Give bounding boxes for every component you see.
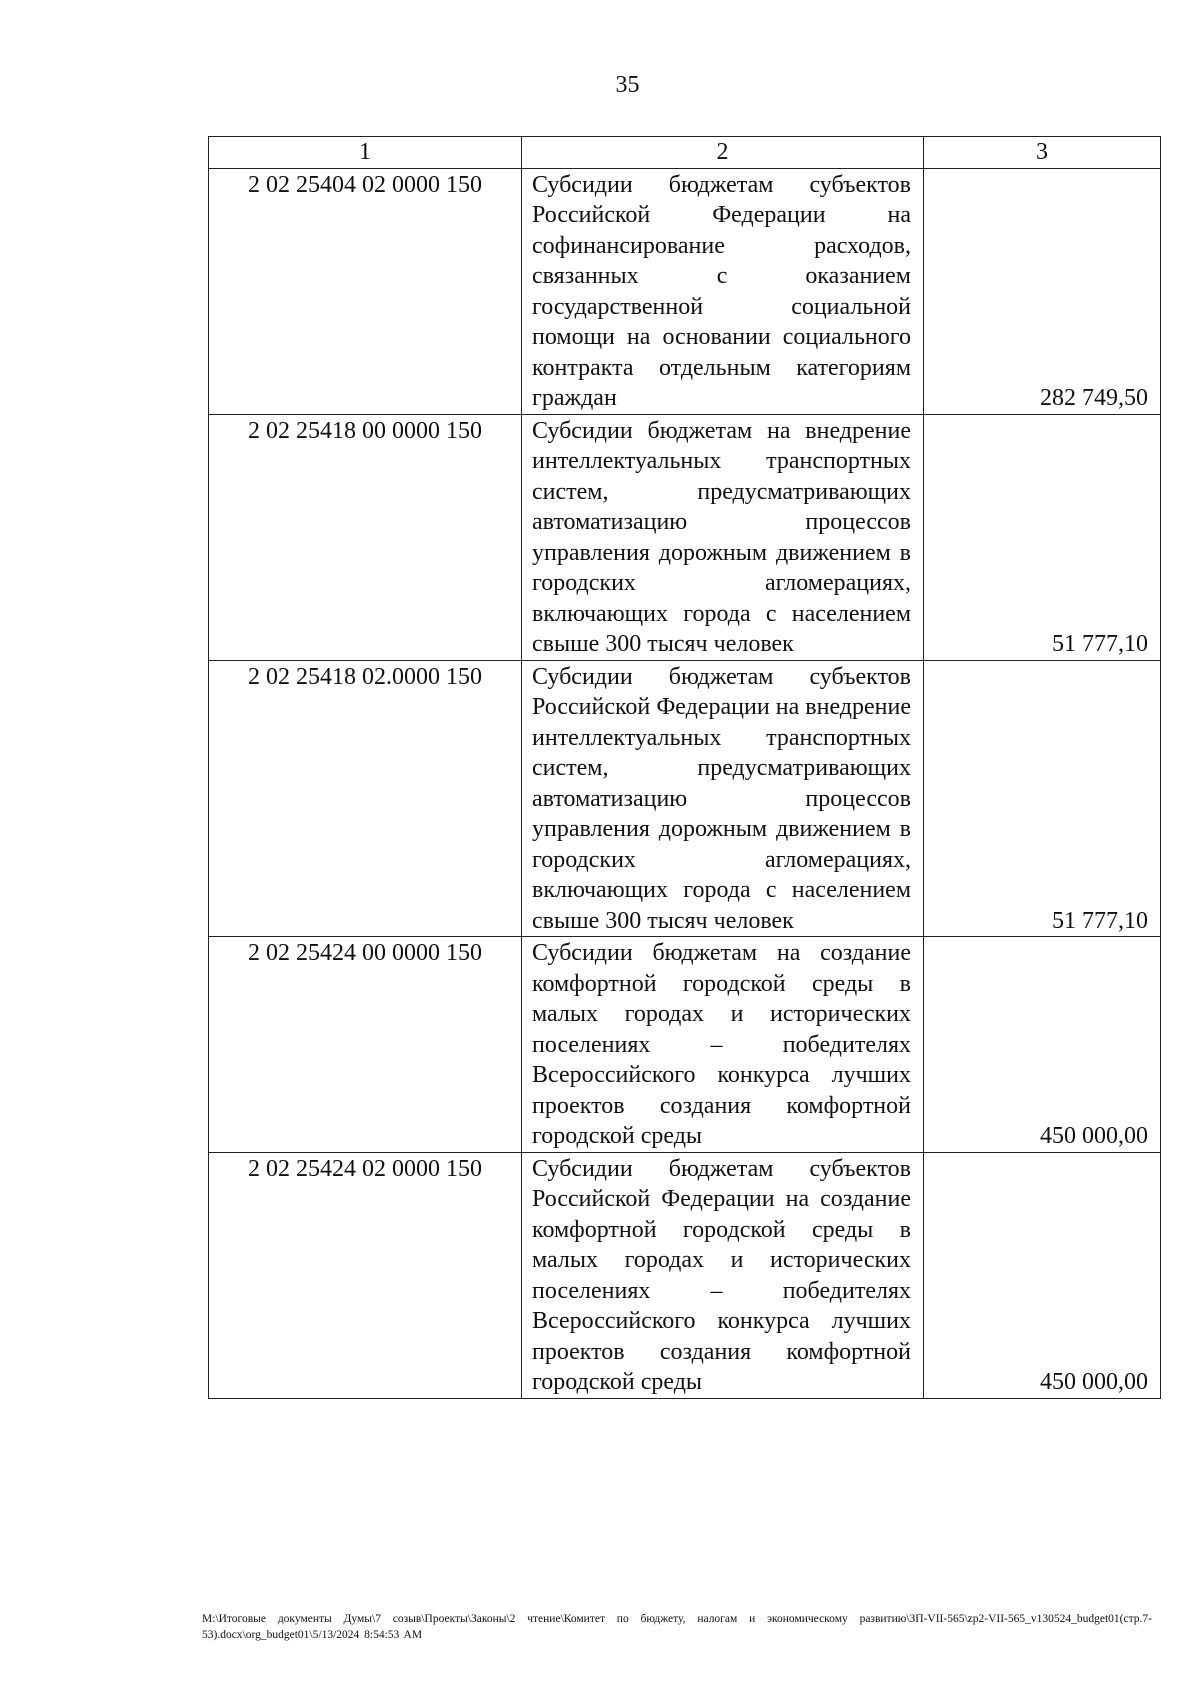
- row-code: 2 02 25424 02 0000 150: [209, 1152, 522, 1398]
- row-amount: 51 777,10: [924, 660, 1161, 937]
- budget-table: [208, 136, 1161, 1399]
- row-code: 2 02 25418 00 0000 150: [209, 414, 522, 660]
- table-row: [209, 1152, 1161, 1398]
- page-number: 35: [615, 72, 640, 98]
- column-header-amount: 3: [924, 137, 1161, 169]
- row-amount: 450 000,00: [924, 1152, 1161, 1398]
- table-row: [209, 660, 1161, 937]
- row-amount: 450 000,00: [924, 937, 1161, 1153]
- column-header-code: 1: [209, 137, 522, 169]
- row-description: Субсидии бюджетам субъектов Российской Федерации на внедрение интеллектуальных транспортных систем, предусматривающих автоматизацию процессов управления дорожным движением в городских агломерациях, включающих города с населением свыше 300 тысяч человек: [522, 660, 924, 937]
- row-code: 2 02 25424 00 0000 150: [209, 937, 522, 1153]
- footer-file-path: M:\Итоговые документы Думы\7 созыв\Проекты\Законы\2 чтение\Комитет по бюджету, налогам и экономическому развитию\ЗП-VII-565\zp2-VII-565_v130524_budget01(стр.7-53).docx\org_budget01\5/13/2024 8:54:53 AM: [202, 1613, 1152, 1641]
- row-amount: 282 749,50: [924, 168, 1161, 414]
- row-description: Субсидии бюджетам субъектов Российской Федерации на софинансирование расходов, связанных с оказанием государственной социальной помощи на основании социального контракта отдельным категориям граждан: [522, 168, 924, 414]
- row-description: Субсидии бюджетам субъектов Российской Федерации на создание комфортной городской среды в малых городах и исторических поселениях – победителях Всероссийского конкурса лучших проектов создания комфортной городской среды: [522, 1152, 924, 1398]
- column-header-description: 2: [522, 137, 924, 169]
- row-description: Субсидии бюджетам на внедрение интеллектуальных транспортных систем, предусматривающих автоматизацию процессов управления дорожным движением в городских агломерациях, включающих города с населением свыше 300 тысяч человек: [522, 414, 924, 660]
- table-header-row: [209, 137, 1161, 169]
- row-code: 2 02 25418 02.0000 150: [209, 660, 522, 937]
- row-amount: 51 777,10: [924, 414, 1161, 660]
- table-row: [209, 414, 1161, 660]
- row-description: Субсидии бюджетам на создание комфортной городской среды в малых городах и исторических поселениях – победителях Всероссийского конкурса лучших проектов создания комфортной городской среды: [522, 937, 924, 1153]
- table-row: [209, 168, 1161, 414]
- table-row: [209, 937, 1161, 1153]
- row-code: 2 02 25404 02 0000 150: [209, 168, 522, 414]
